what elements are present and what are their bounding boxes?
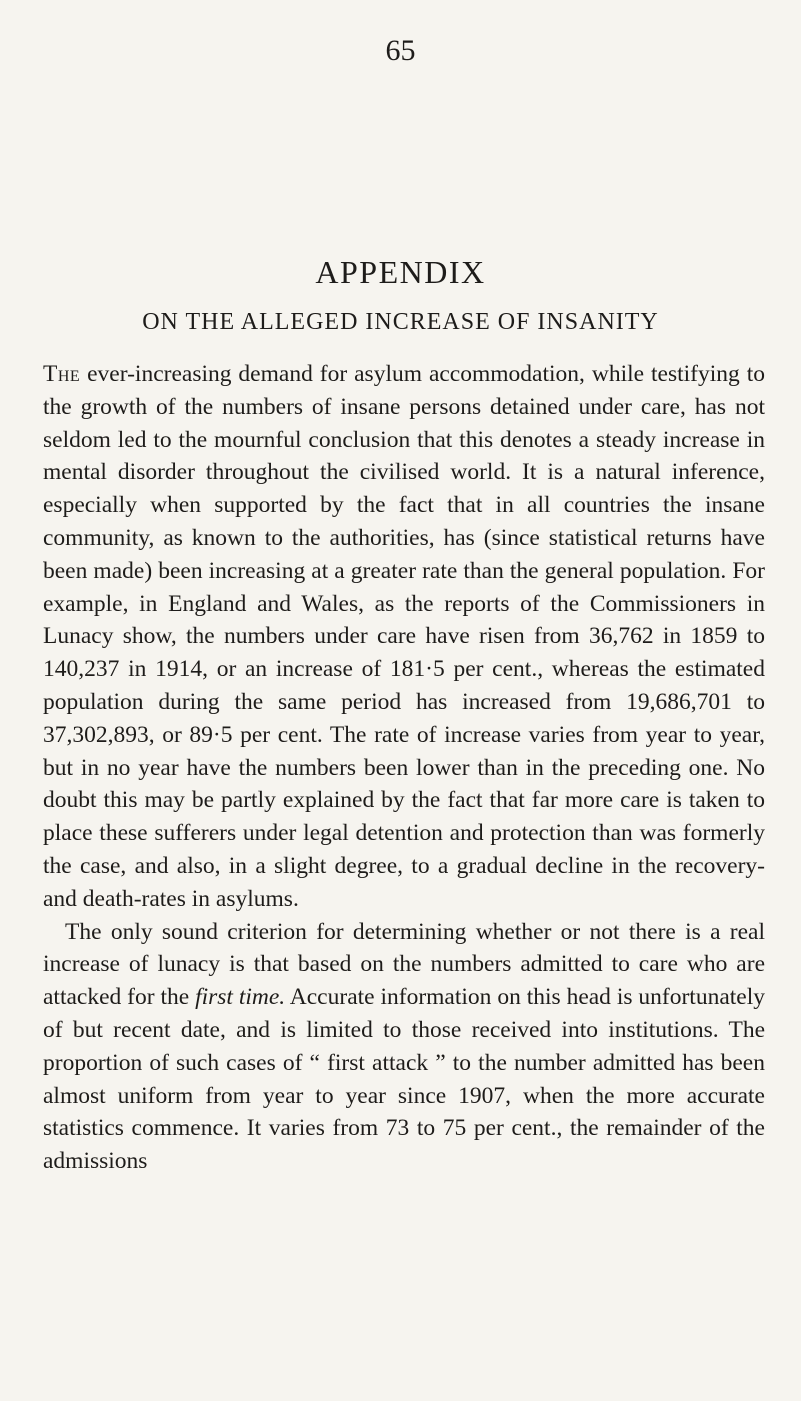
- paragraph-2: [43, 916, 765, 1178]
- paragraph-2-text-after: Accurate information on this head is unfortunately of but recent date, and is limited to those received into institutions. The proportion of such cases of “ first attack ” to the number admitted has been almost uniform from year to year since 1907, when the more accurate statistics commence. It varies from 73 to 75 per cent., the remainder of the admissions: [43, 984, 765, 1175]
- page-number: 65: [385, 34, 416, 67]
- paragraph-2-emphasis: first time.: [195, 984, 286, 1011]
- paragraph-1-lead-word: The: [43, 361, 81, 387]
- paragraph-2-text-before: The only sound criterion for determining whether or not there is a real increase of lunacy is that based on the numbers admitted to care who are attacked for the: [43, 918, 765, 1011]
- paragraph-1-text: ever-increasing demand for asylum accommodation, while testifying to the growth of the numbers of insane persons detained under care, has not seldom led to the mournful conclusion that this denotes a steady increase in mental disorder throughout the civilised world. It is a natural inference, especially when supported by the fact that in all countries the insane community, as known to the authorities, has (since statistical returns have been made) been increasing at a greater rate than the general population. For example, in England and Wales, as the reports of the Commissioners in Lunacy show, the numbers under care have risen from 36,762 in 1859 to 140,237 in 1914, or an increase of 181·5 per cent., whereas the estimated population during the same period has increased from 19,686,701 to 37,302,893, or 89·5 per cent. The rate of increase varies from year to year, but in no year have the numbers been lower than in the preceding one. No doubt this may be partly explained by the fact that far more care is taken to place these sufferers under legal detention and protection than was formerly the case, and also, in a slight degree, to a gradual decline in the recovery- and death-rates in asylums.: [43, 361, 765, 912]
- body-text: [43, 358, 765, 1178]
- appendix-title: APPENDIX: [315, 254, 486, 290]
- appendix-subtitle: ON THE ALLEGED INCREASE OF INSANITY: [142, 309, 659, 335]
- paragraph-1: [43, 358, 765, 916]
